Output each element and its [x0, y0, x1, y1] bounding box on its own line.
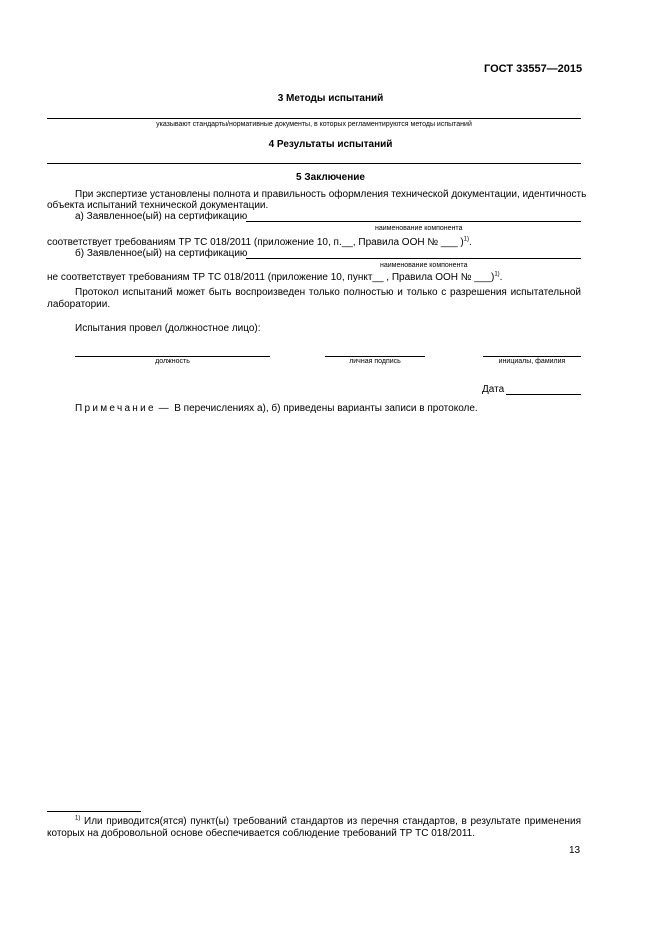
item-b-component-field	[246, 258, 581, 259]
item-b-label: б) Заявленное(ый) на сертификацию	[75, 248, 248, 259]
position-caption: должность	[155, 358, 190, 365]
footnote-line-2: которых на добровольной основе обеспечивается соблюдение требований ТР ТС 018/2011.	[47, 828, 475, 839]
date-line	[506, 394, 581, 395]
protocol-line-2: лаборатории.	[47, 299, 111, 310]
footnote-marker: 1)	[75, 815, 81, 822]
section-4-line	[47, 163, 581, 164]
name-line	[483, 356, 581, 357]
section-3-line	[47, 118, 581, 119]
note-dash: —	[158, 403, 169, 414]
footnote-separator	[47, 811, 141, 812]
section-5-title: 5 Заключение	[296, 172, 365, 183]
tested-by-label: Испытания провел (должностное лицо):	[75, 323, 261, 334]
signature-line	[325, 356, 425, 357]
footnote-ref-a: 1)	[463, 236, 469, 243]
date-label: Дата	[482, 384, 505, 395]
page-number: 13	[569, 845, 581, 856]
item-a-component-field	[246, 221, 581, 222]
section-3-title: 3 Методы испытаний	[277, 93, 384, 104]
note	[75, 403, 478, 415]
position-line	[75, 356, 270, 357]
note-text: В перечислениях а), б) приведены варианты записи в протоколе.	[174, 403, 478, 414]
conclusion-paragraph-line-1: При экспертизе установлены полнота и правильность оформления технической документации, идентичность	[75, 189, 587, 200]
section-4-title: 4 Результаты испытаний	[268, 139, 393, 150]
item-a-caption: наименование компонента	[375, 225, 463, 232]
item-b-result: не соответствует требованиям ТР ТС 018/2011 (приложение 10, пункт__ , Правила ООН № ___)$^{1)}$.	[47, 271, 503, 283]
note-label: Примечание	[75, 403, 156, 414]
protocol-line-1: Протокол испытаний может быть воспроизведен только полностью и только с разрешения испытательной	[75, 287, 581, 298]
section-3-caption: указывают стандарты/нормативные документы, в которых регламентируются методы испытаний	[156, 121, 472, 128]
signature-caption: личная подпись	[349, 358, 401, 365]
item-b-caption: наименование компонента	[380, 262, 468, 269]
document-code: ГОСТ 33557—2015	[484, 63, 583, 75]
footnote-ref-b: 1)	[494, 271, 500, 278]
footnote-line-1: $^{1)}$ Или приводится(ятся) пункт(ы) требований стандартов из перечня стандартов, в результате применения	[75, 815, 581, 827]
conclusion-paragraph-line-2: объекта испытаний технической документации.	[47, 200, 269, 211]
item-a-result: соответствует требованиям ТР ТС 018/2011 (приложение 10, п.__, Правила ООН № ___ )$^{1)}$.	[47, 236, 472, 248]
name-caption: инициалы, фамилия	[498, 358, 566, 365]
item-a-label: а) Заявленное(ый) на сертификацию	[75, 211, 248, 222]
